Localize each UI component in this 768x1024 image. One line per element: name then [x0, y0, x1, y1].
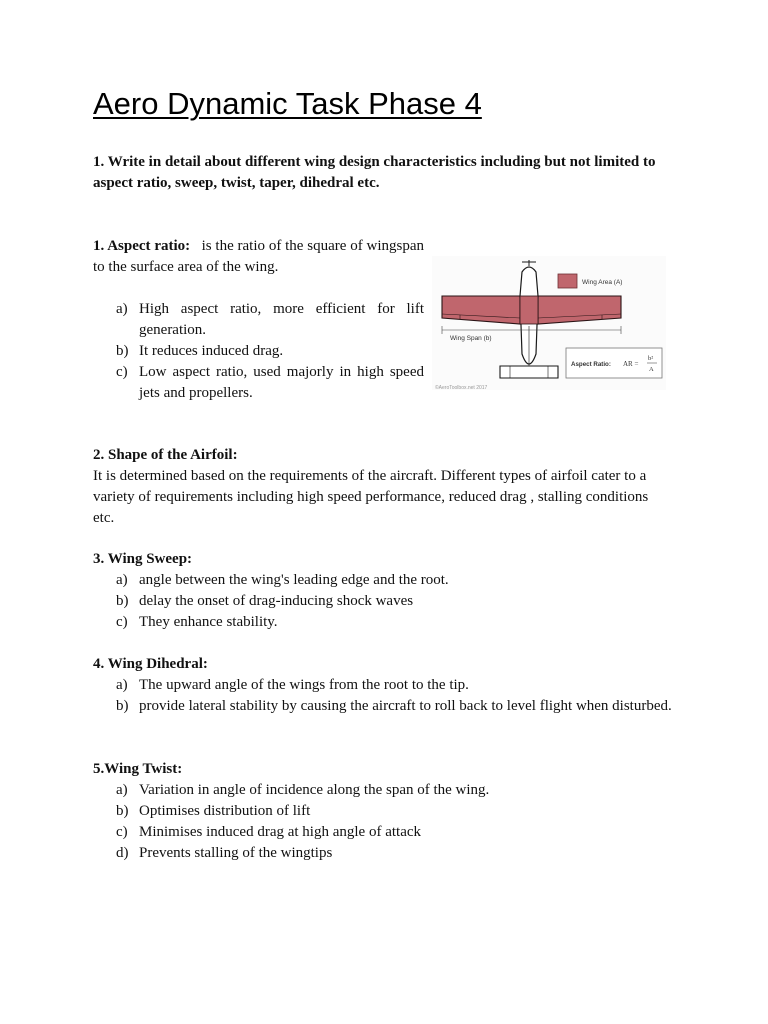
list-item	[93, 570, 673, 591]
formula-label: Aspect Ratio:	[571, 361, 611, 368]
list-item-text: Low aspect ratio, used majorly in high speed jets and propellers.	[139, 364, 424, 401]
list-item-text: It reduces induced drag.	[139, 343, 284, 359]
aspect-ratio-list	[93, 299, 424, 404]
list-item-text: Minimises induced drag at high angle of attack	[139, 824, 422, 840]
dihedral-heading: 4. Wing Dihedral:	[93, 656, 208, 672]
list-item-text: They enhance stability.	[139, 614, 278, 630]
list-item-text: The upward angle of the wings from the root to the tip.	[139, 677, 469, 693]
list-marker: a)	[116, 572, 128, 588]
twist-list	[93, 780, 673, 864]
aspect-ratio-definition: is the ratio of the square of wingspan to the surface area of the wing.	[93, 238, 425, 275]
list-marker: c)	[116, 364, 128, 380]
list-item	[93, 299, 424, 341]
list-marker: b)	[116, 593, 129, 609]
page-title: Aero Dynamic Task Phase 4	[93, 86, 482, 121]
list-item-text: provide lateral stability by causing the aircraft to roll back to level flight when disturbed.	[139, 698, 672, 714]
list-marker: b)	[116, 343, 129, 359]
list-item-text: Optimises distribution of lift	[139, 803, 311, 819]
list-marker: b)	[116, 698, 129, 714]
list-marker: d)	[116, 845, 129, 861]
list-item	[93, 341, 424, 362]
list-item-text: angle between the wing's leading edge and the root.	[139, 572, 449, 588]
list-marker: b)	[116, 803, 129, 819]
section-wing-dihedral	[93, 654, 673, 717]
twist-heading: 5.Wing Twist:	[93, 761, 183, 777]
list-marker: a)	[116, 301, 128, 317]
wing-span-label: Wing Span (b)	[450, 335, 492, 342]
section-aspect-ratio	[93, 236, 424, 404]
list-item	[93, 675, 673, 696]
formula-denominator: A	[649, 366, 654, 373]
list-item	[93, 591, 673, 612]
dihedral-list	[93, 675, 673, 717]
sweep-heading: 3. Wing Sweep:	[93, 551, 193, 567]
airfoil-paragraph: It is determined based on the requirements of the aircraft. Different types of airfoil cater to a variety of requirements including high speed performance, reduced drag , stalling conditions etc.	[93, 468, 649, 526]
list-item	[93, 362, 424, 404]
formula-numerator: b²	[648, 355, 654, 362]
aspect-ratio-heading: 1. Aspect ratio:	[93, 238, 191, 254]
list-item	[93, 696, 673, 717]
section-wing-sweep	[93, 549, 673, 633]
list-item	[93, 843, 673, 864]
section-wing-twist	[93, 759, 673, 864]
list-item	[93, 780, 673, 801]
list-marker: a)	[116, 782, 128, 798]
wing-area-legend-swatch	[558, 274, 577, 288]
list-item	[93, 801, 673, 822]
list-marker: a)	[116, 677, 128, 693]
list-item-text: Prevents stalling of the wingtips	[139, 845, 333, 861]
list-item-text: High aspect ratio, more efficient for lift generation.	[139, 301, 424, 338]
list-item-text: delay the onset of drag-inducing shock waves	[139, 593, 414, 609]
aspect-ratio-paragraph	[93, 236, 424, 278]
section-airfoil	[93, 445, 673, 529]
formula-lhs: AR =	[623, 360, 639, 368]
sweep-list	[93, 570, 673, 633]
list-item-text: Variation in angle of incidence along the span of the wing.	[139, 782, 490, 798]
list-marker: c)	[116, 824, 128, 840]
wing-area-legend-label: Wing Area (A)	[582, 279, 623, 286]
list-item	[93, 612, 673, 633]
question-text: 1. Write in detail about different wing design characteristics including but not limited to aspect ratio, sweep, twist, taper, dihedral etc.	[93, 154, 656, 191]
airfoil-heading: 2. Shape of the Airfoil:	[93, 447, 238, 463]
list-item	[93, 822, 673, 843]
aspect-ratio-diagram	[432, 256, 666, 390]
list-marker: c)	[116, 614, 128, 630]
horizontal-tail	[500, 366, 558, 378]
figure-watermark: ©AeroToolbox.net 2017	[435, 385, 488, 390]
